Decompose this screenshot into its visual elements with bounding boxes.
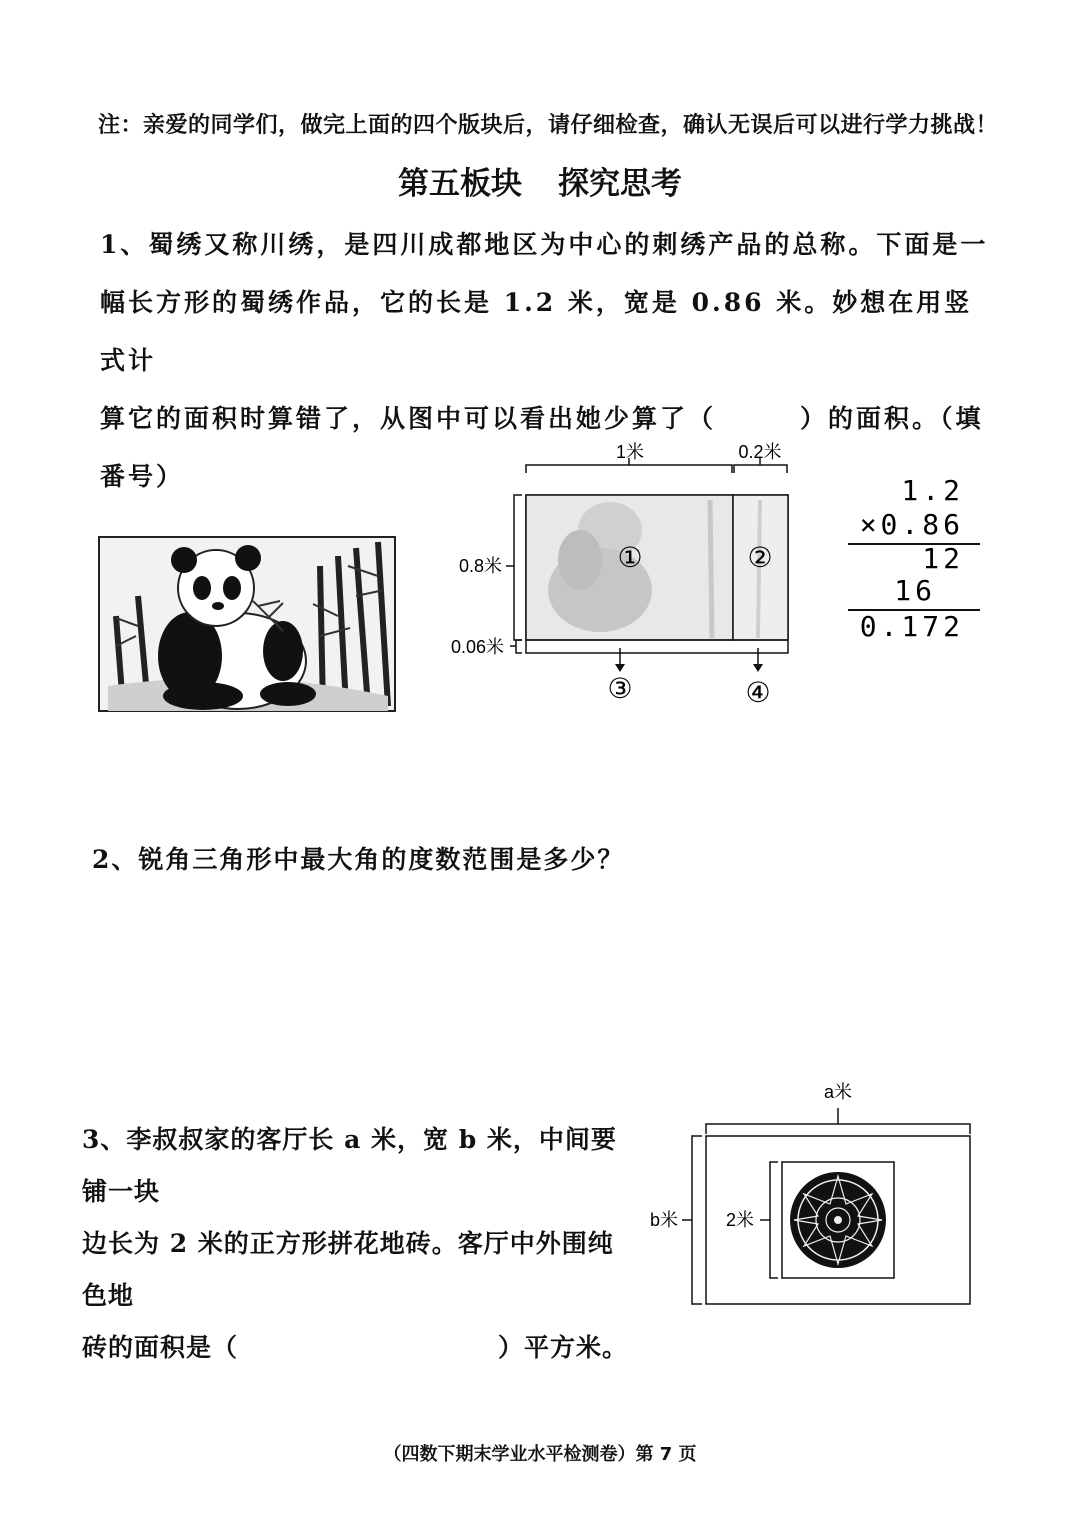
- q3-line: 边长为 2 米的正方形拼花地砖。客厅中外围纯色地: [82, 1229, 614, 1310]
- living-room-diagram: [636, 1076, 980, 1310]
- label-0-2m: 0.2米: [738, 442, 782, 462]
- calc-partial-1: 12: [922, 542, 964, 575]
- q1-line: 算它的面积时算错了，从图中可以看出她少算了（ ）的面积。（填: [100, 404, 984, 433]
- vertical-multiplication: [840, 470, 990, 645]
- area-diagram: [440, 440, 800, 712]
- label-2m: 2米: [725, 1210, 754, 1230]
- section-title-part2: 探究思考: [558, 166, 682, 202]
- calc-partial-2: 16: [894, 574, 936, 607]
- section-title-part1: 第五板块: [398, 166, 522, 202]
- label-0-06m: 0.06米: [450, 637, 504, 657]
- panda-embroidery-image: [98, 536, 396, 712]
- section-title: [0, 158, 1080, 203]
- region-1-label: ①: [617, 541, 643, 574]
- q1-line: 幅长方形的蜀绣作品，它的长是 1.2 米，宽是 0.86 米。妙想在用竖式计: [100, 288, 973, 375]
- question-2-text: 2、锐角三角形中最大角的度数范围是多少？: [92, 845, 625, 874]
- mosaic-tile-icon: [790, 1172, 886, 1268]
- region-4-label: ④: [745, 676, 771, 709]
- q1-line: 1、蜀绣又称川绣，是四川成都地区为中心的刺绣产品的总称。下面是一: [100, 230, 989, 259]
- q3-line: 3、李叔叔家的客厅长 a 米，宽 b 米，中间要铺一块: [82, 1125, 617, 1206]
- question-3-text: [82, 1114, 630, 1374]
- page-footer: （四数下期末学业水平检测卷）第 7 页: [383, 1444, 697, 1465]
- region-3-label: ③: [607, 672, 633, 705]
- label-b-m: b米: [649, 1210, 678, 1230]
- note-text: 注：亲爱的同学们，做完上面的四个版块后，请仔细检查，确认无误后可以进行学力挑战！: [98, 113, 999, 138]
- calc-multiplicand: 1.2: [901, 474, 964, 507]
- region-2-label: ②: [747, 541, 773, 574]
- label-1m: 1米: [615, 442, 645, 462]
- calc-multiplier: ×0.86: [859, 508, 964, 541]
- label-0-8m: 0.8米: [458, 556, 502, 576]
- q1-line: 番号）: [100, 462, 185, 491]
- q3-line: 砖的面积是（ ）平方米。: [82, 1333, 629, 1362]
- label-a-m: a米: [823, 1082, 853, 1102]
- calc-result: 0.172: [859, 610, 964, 643]
